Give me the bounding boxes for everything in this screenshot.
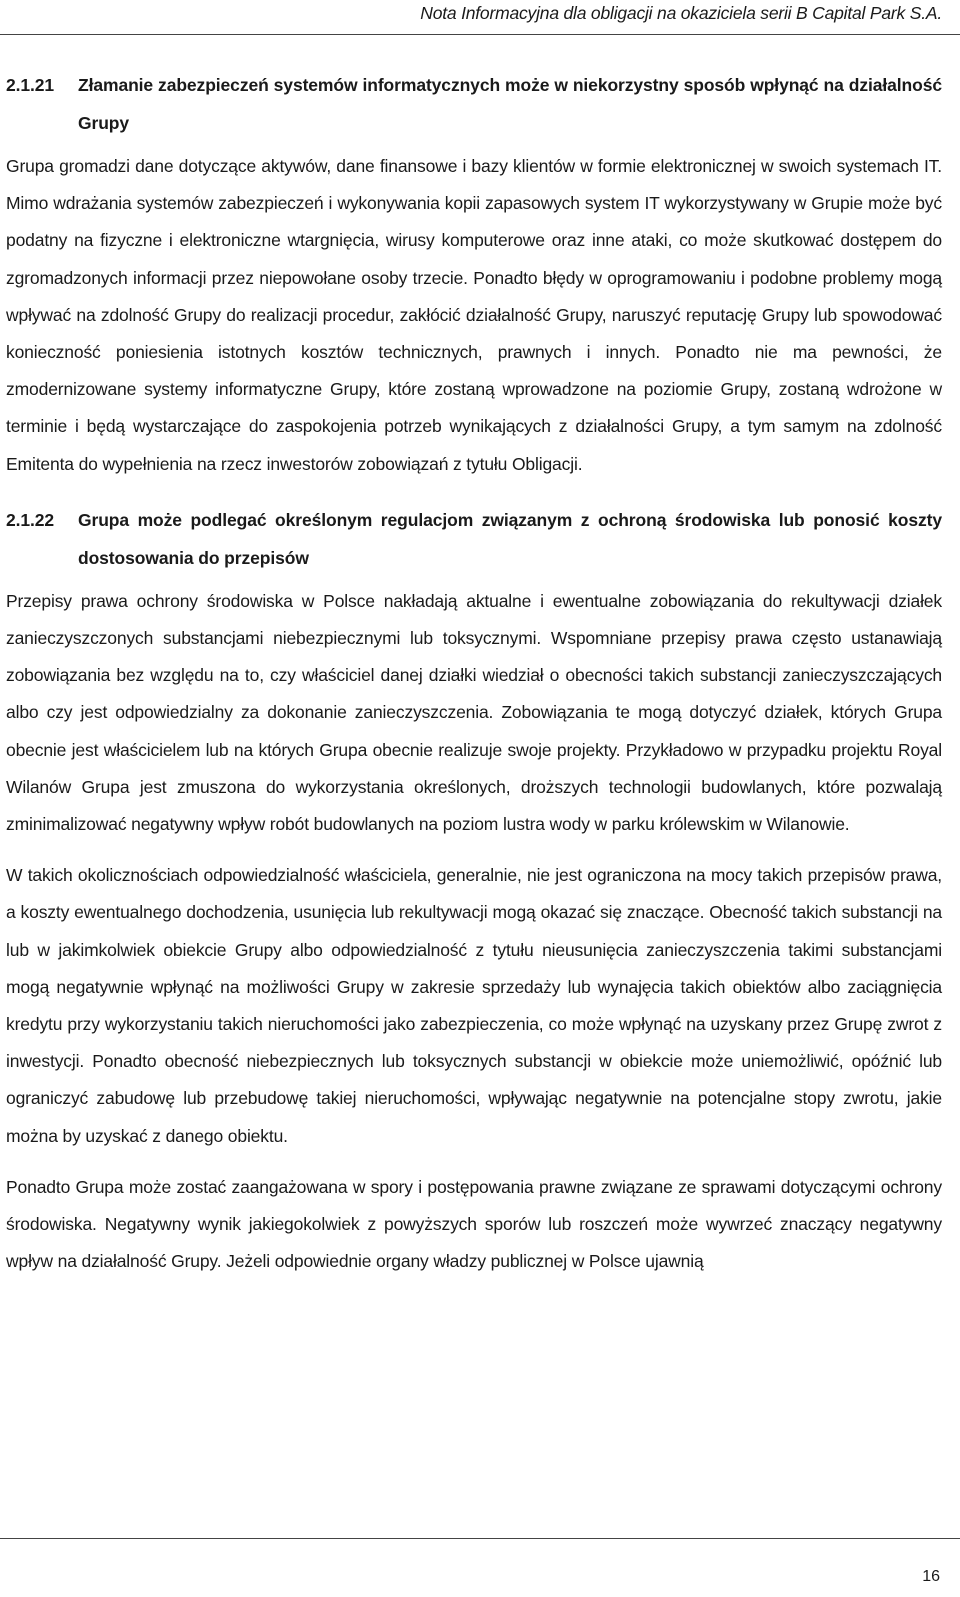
section-heading bbox=[6, 501, 942, 577]
page-number: 16 bbox=[922, 1568, 940, 1585]
body-paragraph: Grupa gromadzi dane dotyczące aktywów, dane finansowe i bazy klientów w formie elektronicznej w swoich systemach IT. Mimo wdrażania systemów zabezpieczeń i wykonywania kopii zapasowych system IT wykorzystywany w Grupie może być podatny na fizyczne i elektroniczne wtargnięcia, wirusy komputerowe oraz inne ataki, co może skutkować dostępem do zgromadzonych informacji przez niepowołane osoby trzecie. Ponadto błędy w oprogramowaniu i podobne problemy mogą wpływać na zdolność Grupy do realizacji procedur, zakłócić działalność Grupy, naruszyć reputację Grupy lub spowodować konieczność poniesienia istotnych kosztów technicznych, prawnych i innych. Ponadto nie ma pewności, że zmodernizowane systemy informatyczne Grupy, które zostaną wprowadzone na poziomie Grupy, zostaną wdrożone w terminie i będą wystarczające do zaspokojenia potrzeb wynikających z działalności Grupy, a tym samym na zdolność Emitenta do wypełnienia na rzecz inwestorów zobowiązań z tytułu Obligacji. bbox=[6, 156, 942, 474]
running-header: Nota Informacyjna dla obligacji na okaziciela serii B Capital Park S.A. bbox=[420, 3, 942, 23]
body-paragraph: Przepisy prawa ochrony środowiska w Polsce nakładają aktualne i ewentualne zobowiązania do rekultywacji działek zanieczyszczonych substancjami niebezpiecznymi lub toksycznymi. Wspomniane przepisy prawa często ustanawiają zobowiązania bez względu na to, czy właściciel danej działki wiedział o obecności takich substancji zanieczyszczających albo czy jest odpowiedzialny za dokonanie zanieczyszczenia. Zobowiązania te mogą dotyczyć działek, których Grupa obecnie jest właścicielem lub na których Grupa obecnie realizuje swoje projekty. Przykładowo w przypadku projektu Royal Wilanów Grupa jest zmuszona do wykorzystania określonych, droższych technologii budowlanych, które pozwalają zminimalizować negatywny wpływ robót budowlanych na poziom lustra wody w parku królewskim w Wilanowie. bbox=[6, 590, 942, 835]
body-paragraph: W takich okolicznościach odpowiedzialność właściciela, generalnie, nie jest ograniczona na mocy takich przepisów prawa, a koszty ewentualnego dochodzenia, usunięcia lub rekultywacji mogą okazać się znaczące. Obecność takich substancji na lub w jakimkolwiek obiekcie Grupy albo odpowiedzialność z tytułu nieusunięcia zanieczyszczenia takimi substancjami mogą negatywnie wpłynąć na możliwości Grupy w zakresie sprzedaży lub wynajęcia takich obiektów albo zaciągnięcia kredytu przy wykorzystaniu takich nieruchomości jako zabezpieczenia, co może wpłynąć na uzyskany przez Grupę zwrot z inwestycji. Ponadto obecność niebezpiecznych lub toksycznych substancji w obiekcie może uniemożliwić, opóźnić lub ograniczyć zabudowę lub przebudowę takiej nieruchomości, wpływając negatywnie na potencjalne stopy zwrotu, jakie można by uzyskać z danego obiektu. bbox=[6, 865, 942, 1146]
header-divider bbox=[0, 34, 960, 35]
section-title: Grupa może podlegać określonym regulacjom związanym z ochroną środowiska lub ponosić koszty dostosowania do przepisów bbox=[78, 509, 942, 568]
section-title: Złamanie zabezpieczeń systemów informatycznych może w niekorzystny sposób wpłynąć na działalność Grupy bbox=[78, 75, 942, 133]
section-heading bbox=[6, 66, 942, 142]
body-paragraph: Ponadto Grupa może zostać zaangażowana w spory i postępowania prawne związane ze sprawami dotyczącymi ochrony środowiska. Negatywny wynik jakiegokolwiek z powyższych sporów lub roszczeń może wywrzeć znaczący negatywny wpływ na działalność Grupy. Jeżeli odpowiednie organy władzy publicznej w Polsce ujawnią bbox=[6, 1176, 942, 1272]
section-number: 2.1.22 bbox=[6, 509, 55, 530]
section-number: 2.1.21 bbox=[6, 75, 55, 95]
footer-divider bbox=[0, 1538, 960, 1539]
page-content bbox=[6, 66, 942, 1280]
